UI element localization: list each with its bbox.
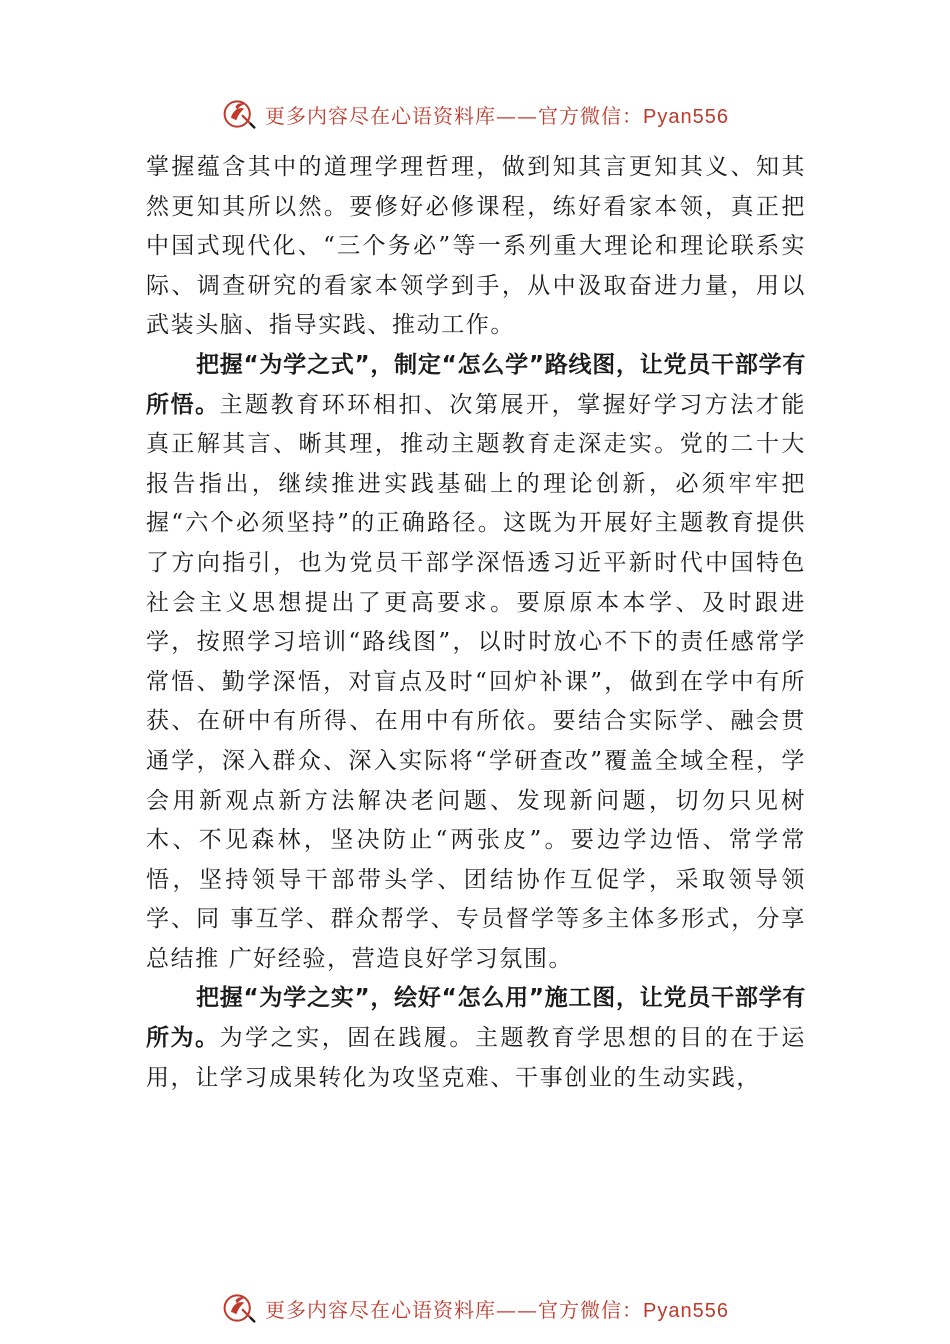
- document-body: [146, 148, 806, 1098]
- header-text: [265, 100, 729, 129]
- header-wechat-label: 官方微信：: [538, 103, 644, 128]
- header-brand: 更多内容尽在心语资料库: [265, 103, 497, 128]
- paragraph-2: [146, 346, 806, 980]
- paragraph-3: [146, 979, 806, 1098]
- header-banner: [0, 92, 950, 136]
- paragraph-2-heading: 把握“为学之式”，制定“怎么学”路线图，让党员干部学有所悟。: [146, 351, 806, 418]
- footer-text: [265, 1294, 729, 1323]
- footer-brand: 更多内容尽在心语资料库: [265, 1297, 497, 1322]
- paragraph-3-body: 为学之实，固在践履。主题教育学思想的目的在于运用，让学习成果转化为攻坚克难、干事创业的生动实践，: [146, 1025, 806, 1091]
- paragraph-1: 掌握蕴含其中的道理学理哲理，做到知其言更知其义、知其然更知其所以然。要修好必修课程，练好看家本领，真正把中国式现代化、“三个务必”等一系列重大理论和理论联系实际、调查研究的看家本领学到手，从中汲取奋进力量，用以武装头脑、指导实践、推动工作。: [146, 154, 806, 339]
- footer-wechat-id: Pyan556: [643, 1299, 729, 1322]
- header-wechat-id: Pyan556: [643, 105, 729, 128]
- footer-wechat-label: 官方微信：: [538, 1297, 644, 1322]
- header-dash: ——: [496, 103, 539, 128]
- flower-brush-logo-icon: [221, 1290, 257, 1326]
- paragraph-2-body: 主题教育环环相扣、次第展开，掌握好学习方法才能真正解其言、晰其理，推动主题教育走深走实。党的二十大报告指出，继续推进实践基础上的理论创新，必须牢牢把握“六个必须坚持”的正确路径。这既为开展好主题教育提供了方向指引，也为党员干部学深悟透习近平新时代中国特色社会主义思想提出了更高要求。要原原本本学、及时跟进学，按照学习培训“路线图”，以时时放心不下的责任感常学常悟、勤学深悟，对盲点及时“回炉补课”，做到在学中有所获、在研中有所得、在用中有所依。要结合实际学、融会贯通学，深入群众、深入实际将“学研查改”覆盖全域全程，学会用新观点新方法解决老问题、发现新问题，切勿只见树木、不见森林，坚决防止“两张皮”。要边学边悟、常学常悟，坚持领导干部带头学、团结协作互促学，采取领导领学、同 事互学、群众帮学、专员督学等多主体多形式，分享总结推 广好经验，营造良好学习氛围。: [146, 391, 806, 972]
- flower-brush-logo-icon: [221, 96, 257, 132]
- footer-dash: ——: [496, 1297, 539, 1322]
- paragraph-3-heading: 把握“为学之实”，绘好“怎么用”施工图，让党员干部学有所为。: [146, 985, 806, 1052]
- footer-banner: [0, 1286, 950, 1330]
